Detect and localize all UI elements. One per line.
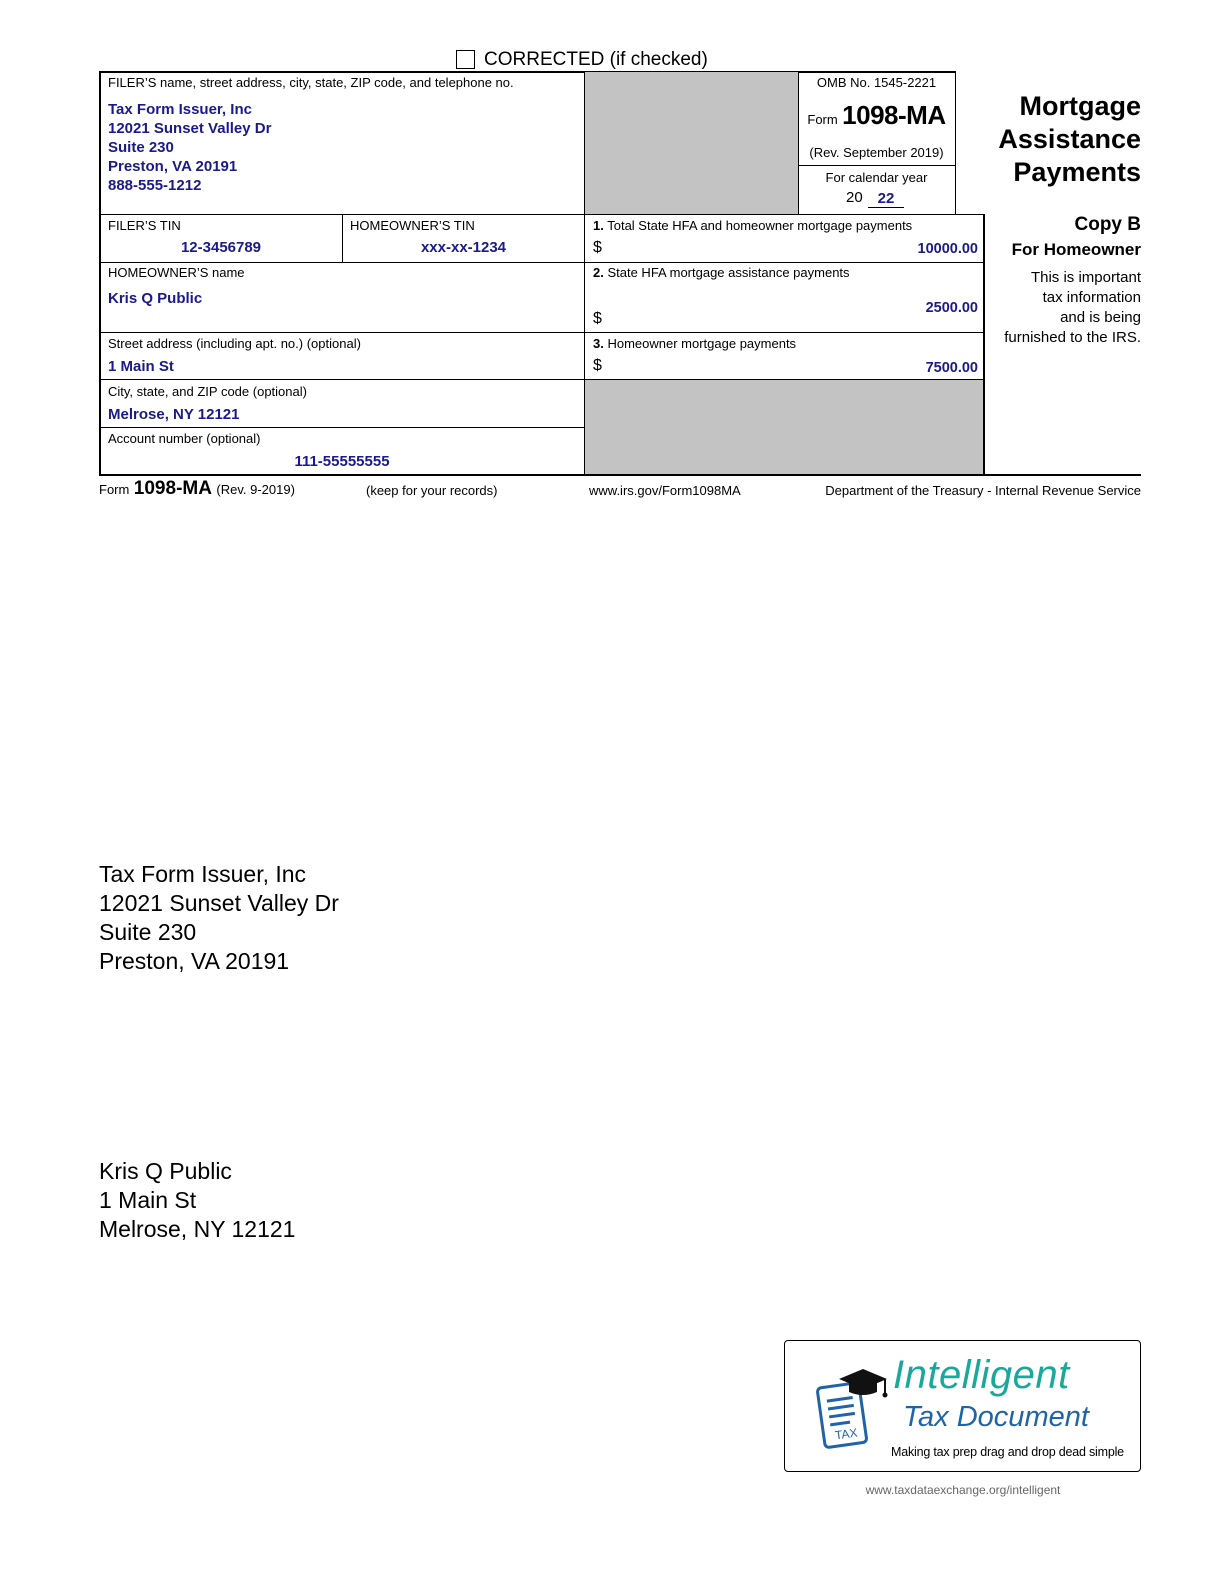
filer-line: Suite 230 <box>108 139 174 156</box>
filer-label: FILER’S name, street address, city, state, ZIP code, and telephone no. <box>108 75 514 90</box>
shaded-area-top <box>585 72 798 214</box>
box3-text: Homeowner mortgage payments <box>607 336 797 351</box>
box3-currency: $ <box>593 357 602 374</box>
sender-address-line: Preston, VA 20191 <box>99 948 290 974</box>
copy-note-line: furnished to the IRS. <box>1004 329 1141 346</box>
copy-subtitle: For Homeowner <box>1011 240 1141 259</box>
corrected-label: CORRECTED (if checked) <box>484 49 708 70</box>
calendar-year-label: For calendar year <box>825 170 928 185</box>
account-label: Account number (optional) <box>108 431 261 446</box>
homeowner-name-label: HOMEOWNER’S name <box>108 265 245 280</box>
filer-info <box>108 100 271 195</box>
city-value[interactable]: Melrose, NY 12121 <box>108 406 240 423</box>
copy-note-line: This is important <box>1030 269 1141 286</box>
box1-currency: $ <box>593 239 602 256</box>
form-number: 1098-MA <box>842 100 946 130</box>
filer-tin-label: FILER’S TIN <box>108 218 181 233</box>
form-title <box>960 90 1141 189</box>
form-prefix: Form <box>807 112 838 127</box>
box1-number: 1. <box>593 218 604 233</box>
recipient-address-line: Kris Q Public <box>99 1158 232 1184</box>
logo-title: Intelligent <box>893 1353 1070 1397</box>
box1-text: Total State HFA and homeowner mortgage payments <box>607 218 913 233</box>
logo-badge: TAX <box>834 1425 859 1443</box>
homeowner-name-value[interactable]: Kris Q Public <box>108 290 203 307</box>
form-number-block <box>798 100 955 131</box>
footer-form-id <box>99 478 295 500</box>
filer-tin-value[interactable]: 12-3456789 <box>180 239 262 256</box>
copy-title: Copy B <box>1074 214 1141 235</box>
footer-revision: (Rev. 9-2019) <box>216 482 295 497</box>
form-title-line: Payments <box>1013 157 1141 187</box>
footer-dept: Department of the Treasury - Internal Revenue Service <box>825 483 1141 498</box>
box3-label <box>593 336 796 351</box>
box3-number: 3. <box>593 336 604 351</box>
footer-keep: (keep for your records) <box>366 483 498 498</box>
street-label: Street address (including apt. no.) (optional) <box>108 336 361 351</box>
recipient-address-line: 1 Main St <box>99 1187 197 1213</box>
box2-currency: $ <box>593 310 602 327</box>
logo-url[interactable]: www.taxdataexchange.org/intelligent <box>865 1483 1061 1497</box>
box2-value[interactable]: 2500.00 <box>925 300 978 316</box>
copy-note <box>985 268 1141 348</box>
city-label: City, state, and ZIP code (optional) <box>108 384 307 399</box>
sender-address-line: 12021 Sunset Valley Dr <box>99 890 339 916</box>
sender-address-line: Suite 230 <box>99 919 197 945</box>
form-title-line: Assistance <box>998 124 1141 154</box>
form-title-line: Mortgage <box>1019 91 1141 121</box>
omb-number: OMB No. 1545-2221 <box>816 75 937 90</box>
footer-form-prefix: Form <box>99 482 130 497</box>
calendar-year-prefix: 20 <box>846 189 863 206</box>
sender-address-line: Tax Form Issuer, Inc <box>99 861 307 887</box>
street-value[interactable]: 1 Main St <box>108 358 174 375</box>
account-value[interactable]: 111-55555555 <box>294 453 390 470</box>
box3-value[interactable]: 7500.00 <box>925 360 978 376</box>
box2-number: 2. <box>593 265 604 280</box>
filer-line: Preston, VA 20191 <box>108 158 238 175</box>
logo-tagline: Making tax prep drag and drop dead simple <box>891 1445 1124 1459</box>
box1-label <box>593 218 912 233</box>
homeowner-tin-label: HOMEOWNER’S TIN <box>350 218 475 233</box>
box2-text: State HFA mortgage assistance payments <box>607 265 850 280</box>
filer-line: 12021 Sunset Valley Dr <box>108 120 272 137</box>
sender-address <box>99 860 339 976</box>
tax-document-icon <box>813 1365 895 1457</box>
copy-note-line: tax information <box>1042 289 1141 306</box>
filer-line: 888-555-1212 <box>108 177 202 194</box>
box1-value[interactable]: 10000.00 <box>917 241 978 257</box>
logo-subtitle: Tax Document <box>903 1401 1089 1433</box>
form-revision: (Rev. September 2019) <box>809 145 944 160</box>
homeowner-tin-value[interactable]: xxx-xx-1234 <box>420 239 507 256</box>
box2-label <box>593 265 850 280</box>
copy-note-line: and is being <box>1060 309 1141 326</box>
calendar-year-value[interactable]: 22 <box>868 191 904 208</box>
footer-url[interactable]: www.irs.gov/Form1098MA <box>589 483 741 498</box>
intelligent-tax-document-logo[interactable] <box>784 1340 1141 1472</box>
shaded-area-bottom <box>585 380 983 474</box>
recipient-address-line: Melrose, NY 12121 <box>99 1216 296 1242</box>
recipient-address <box>99 1157 295 1244</box>
corrected-checkbox[interactable] <box>456 50 475 69</box>
footer-form-number: 1098-MA <box>133 478 212 499</box>
filer-line: Tax Form Issuer, Inc <box>108 101 252 118</box>
